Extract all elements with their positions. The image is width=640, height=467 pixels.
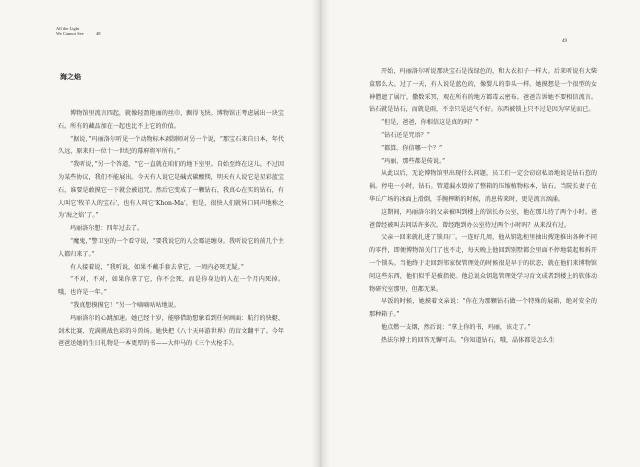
- paragraph: 玛丽洛尔想：四年过去了。: [70, 225, 144, 233]
- paragraph: “我听说，”另一个答道，“它一直就在咱们的地下室里。自始至终在这儿。不过因为某些协议，我们不能展出。今天有人说它是碱式碳酸镁，明天有人说它是星彩蓝宝石，谁要是敢摸它一下就会被诅咒。然后它变成了一颗钻石，我真心在实的钻石，有人叫它‘牧羊人的宝石’，也有人叫它‘Khon-Ma’，但是，很快人们就异口同声地称之为‘海之焰’了。”: [58, 161, 284, 220]
- right-page: [321, 0, 640, 467]
- page-number-right: 49: [562, 39, 567, 44]
- paragraph: 有人接着说，“我听说，如果不戴手套去拿它，一周内必死无疑。”: [70, 263, 244, 271]
- paragraph: 他点燃一支烟，然后说：“拿上你的书，玛丽，该走了。”: [381, 323, 531, 331]
- paragraph: “据说，”玛丽洛尔听见一个动物标本剥制师对另一个说，“那宝石来自日本，年代久远，原来归一位十一世纪的幕府将军所有。”: [58, 135, 284, 156]
- paragraph: 热法尔博士的回答无懈可击。“你知道钻石，哦，晶体都是怎么生: [381, 336, 555, 344]
- right-body-text: [369, 66, 597, 348]
- book-title-line2: We Cannot See: [56, 31, 84, 37]
- paragraph: 这期间，玛丽洛尔的父亲被叫到楼上的馆长办公室，他在那儿待了两个小时。爸爸曾经被叫去问话许多次。曾经跑到办公室待过两个小时吗？从来没有过。: [369, 208, 597, 229]
- running-header: [56, 26, 84, 37]
- left-page: [0, 0, 319, 467]
- paragraph: 博物馆里流言四起，就像轻盈艳丽的丝巾，飘得飞快。博物馆正考虑展出一块宝石。所有的藏品加在一起也比不上它的价值。: [58, 110, 284, 130]
- page-number-left: 48: [96, 31, 101, 36]
- paragraph: 开始，玛丽洛尔听说那块宝石是浅绿色的，和大衣扣子一样大。后来听说有大柴盒那么大。过了一天，有人说是蓝色的，像婴儿的拳头一样。她摸想是一个很型的女神僧遮了展厅，撒数采冥，观在所有的地方都毒云密布。爸爸告诉她不要相信流言。钻石就是钻石，而就是雨，不幸只是运气不好。东西被锁上只不过是因为罕见而已。: [369, 68, 597, 114]
- paragraph: “我真想摸摸它！”另一个嘀嘀咕咕地说。: [70, 301, 180, 309]
- paragraph: “不对，不对，如果你拿了它，你不会死，而是你身边的人在一个月内死掉。哦，也许是一年。”: [58, 276, 284, 297]
- paragraph: “都算。你信哪一个？”: [381, 144, 443, 152]
- paragraph: “但是，爸爸，你相信这是真的吗？”: [381, 119, 479, 127]
- paragraph: 早饭的时候，她摸着文亲说：“你在为那颗钻石做一个特殊的展箱，绝对安全的那种箱子。”: [369, 298, 597, 319]
- paragraph: “魔鬼，”警卫室的一个看守说，“要我说它的人会霉运缠身。我听说它的前几个主人都归来了。”: [58, 237, 284, 258]
- paragraph: “玛丽，那些都是传说。”: [381, 157, 446, 165]
- chapter-title: 海之焰: [60, 72, 81, 81]
- book-gutter-shadow: [312, 0, 330, 467]
- paragraph: 父亲一回来就扎进了锁具厂。一连好几周，他从钥匙柜里抽出搜迷推出各种不同的零件，即便博物馆关门了也不走，每天晚上他回到别墅都会里面不停地装起和拆开一个锁头。当他终于走回到邻家保管理处的时候很是早于的状态，就在他们来博物馆问这些东西，他们似乎是被指使。他总说众钥匙管理处学习育文成者到楼上的软体动物研究室那里，但都无果。: [369, 234, 597, 293]
- paragraph: 玛丽洛尔的心跳加速。她已经十岁，能够借助想象看到任何画面：航行的快艇、剑术比赛、充满挑战色彩的斗兽场。她快把《八十天环游世界》的盲文翻平了。今年爸爸送她的生日礼物是一本更厚的书——大仲马的《三个火枪手》。: [58, 314, 284, 348]
- paragraph: “钻石还是咒语？”: [381, 131, 430, 139]
- left-body-text: [58, 108, 284, 351]
- book-title-line1: All the Light: [56, 26, 80, 31]
- paragraph: 从此以后，无论博物馆里出现什么问题，员工们一定会窃窃私语地说是钻石惹的祸。停电一小时，钻石。管道漏水毁掉了整箱的压缩植物标本，钻石。当院长妻子在华丘广场的冰面上滑倒，手腕摔断的时候，消息传来时，更是流言汹涌。: [369, 170, 597, 203]
